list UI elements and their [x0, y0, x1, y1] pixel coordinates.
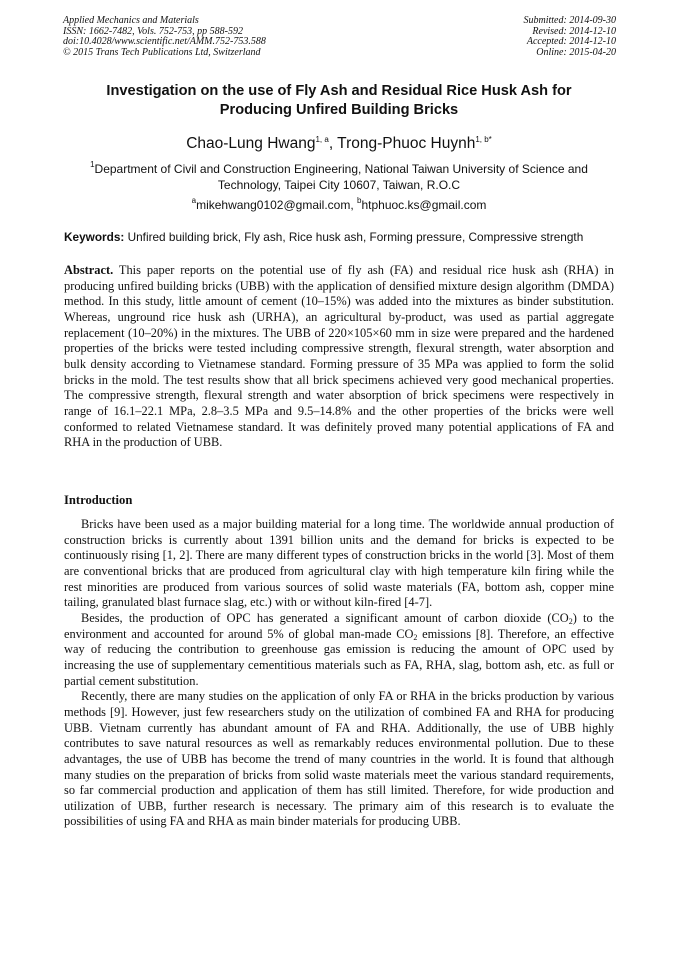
author-1-name: Chao-Lung Hwang: [186, 135, 316, 152]
email-b-marker: b: [357, 196, 362, 205]
author-emails: [60, 193, 618, 213]
keywords: [64, 229, 620, 245]
doi-line: doi:10.4028/www.scientific.net/AMM.752-753.588: [63, 36, 266, 47]
copyright-line: © 2015 Trans Tech Publications Ltd, Switzerland: [63, 46, 261, 58]
abstract: [64, 263, 614, 451]
paper-title: [60, 82, 618, 120]
online-date: Online: 2015-04-20: [536, 46, 616, 58]
issn-line: ISSN: 1662-7482, Vols. 752-753, pp 588-592: [63, 25, 243, 37]
title-line-2: Producing Unfired Building Bricks: [219, 102, 459, 118]
intro-paragraph-2: [64, 611, 614, 689]
email-a[interactable]: mikehwang0102@gmail.com: [196, 198, 351, 212]
email-separator: ,: [350, 198, 358, 212]
author-separator: ,: [328, 135, 338, 152]
intro-p2-part-a: Besides, the production of OPC has generated a significant amount of carbon dioxide (CO: [81, 610, 569, 625]
affiliation-line-1: Department of Civil and Construction Engineering, National Taiwan University of Science and: [94, 162, 588, 176]
revised-date: Revised: 2014-12-10: [532, 25, 616, 37]
introduction-heading: Introduction: [64, 493, 133, 507]
intro-paragraph-3: Recently, there are many studies on the application of only FA or RHA in the bricks production by various methods [9]. However, just few researchers study on the utilization of combined FA and RHA for producing UBB. Vietnam currently has abundant amount of FA and RHA. Additionally, the use of UBB highly contributes to save natural resources as well as remarkably reduces environmental pollution. Due to these advantages, the use of UBB has become the trend of many countries in the world. It is found that although many studies on the preparation of bricks from solid waste materials meet the various standard requirements, so far commercial production and application of them has still limited. Therefore, for wide production and utilization of UBB, further research is necessary. The primary aim of this research is to evaluate the possibilities of using FA and RHA as main binder materials for producing UBB.: [64, 689, 614, 829]
abstract-label: Abstract.: [64, 263, 114, 277]
affiliation-line-2: Technology, Taipei City 10607, Taiwan, R.O.C: [217, 178, 461, 192]
affiliation-marker: 1: [90, 160, 95, 169]
introduction-body: [64, 517, 614, 830]
author-2-name: Trong-Phuoc Huynh: [337, 135, 476, 152]
title-line-1: Investigation on the use of Fly Ash and Residual Rice Husk Ash for: [106, 83, 572, 99]
journal-header-right: [524, 16, 617, 58]
email-a-marker: a: [191, 196, 197, 205]
abstract-text: This paper reports on the potential use of fly ash (FA) and residual rice husk ash (RHA) in producing unfired building bricks (UBB) with the application of densified mixture design algorithm (DMDA) method. In this study, little amount of cement (10–15%) was added into the mixtures as binder substitution. Whereas, unground rice husk ash (URHA), an agricultural by-product, was used as partial aggregate replacement (10–20%) in the mixtures. The UBB of 220×105×60 mm in size were prepared and the hardened properties of the bricks were tested including compressive strength, flexural strength, water absorption and bulk density according to Vietnamese standard. Forming pressure of 35 MPa was applied to form the solid bricks in the mold. The test results show that all brick specimens achieved very good mechanical properties. The compressive strength, flexural strength and water absorption of brick specimens were respectively in range of 16.1–22.1 MPa, 2.8–3.5 MPa and 9.5–14.8% and the other properties of the bricks were well conformed to related Vietnamese standard. It was definitely proved many potential applications of FA and RHA in the production of UBB.: [64, 263, 614, 450]
author-1-affil: 1, a: [315, 135, 329, 144]
author-2-affil: 1, b*: [475, 135, 492, 144]
accepted-date: Accepted: 2014-12-10: [526, 36, 616, 47]
email-b[interactable]: htphuoc.ks@gmail.com: [361, 198, 487, 212]
affiliation: [70, 157, 608, 193]
author-list: [60, 131, 618, 153]
intro-p2-part-c: emissions [8]. Therefore, an effective way of reducing the contribution to greenhouse gas emission is reducing the amount of OPC used by increasing the use of supplementary cementitious materials such as FA, RHA, slag, bottom ash, etc. as full or partial cement substitution.: [64, 626, 614, 688]
journal-name: Applied Mechanics and Materials: [63, 15, 199, 26]
intro-p2-part-b: ) to the environment and accounted for around 5% of global man-made CO: [64, 610, 614, 641]
keywords-label: Keywords:: [64, 230, 125, 244]
journal-header-left: [63, 16, 266, 58]
intro-paragraph-1: Bricks have been used as a major building material for a long time. The worldwide annual production of construction bricks is currently about 1391 billion units and the demand for bricks is expected to be continuously rising [1, 2]. There are many different types of construction bricks in the world [3]. Most of them are conventional bricks that are produced from agricultural clay with high temperature kiln firing while the rest minorities are produced from various sources of solid waste materials (FA, bottom ash, copper mine tailing, granulated blast furnace slag, etc.) with or without kiln-fired [4-7].: [64, 517, 614, 610]
co2-subscript: 2: [413, 632, 418, 642]
co2-subscript: 2: [568, 616, 573, 626]
keywords-text: Unfired building brick, Fly ash, Rice husk ash, Forming pressure, Compressive strength: [124, 230, 584, 244]
submitted-date: Submitted: 2014-09-30: [523, 15, 616, 26]
